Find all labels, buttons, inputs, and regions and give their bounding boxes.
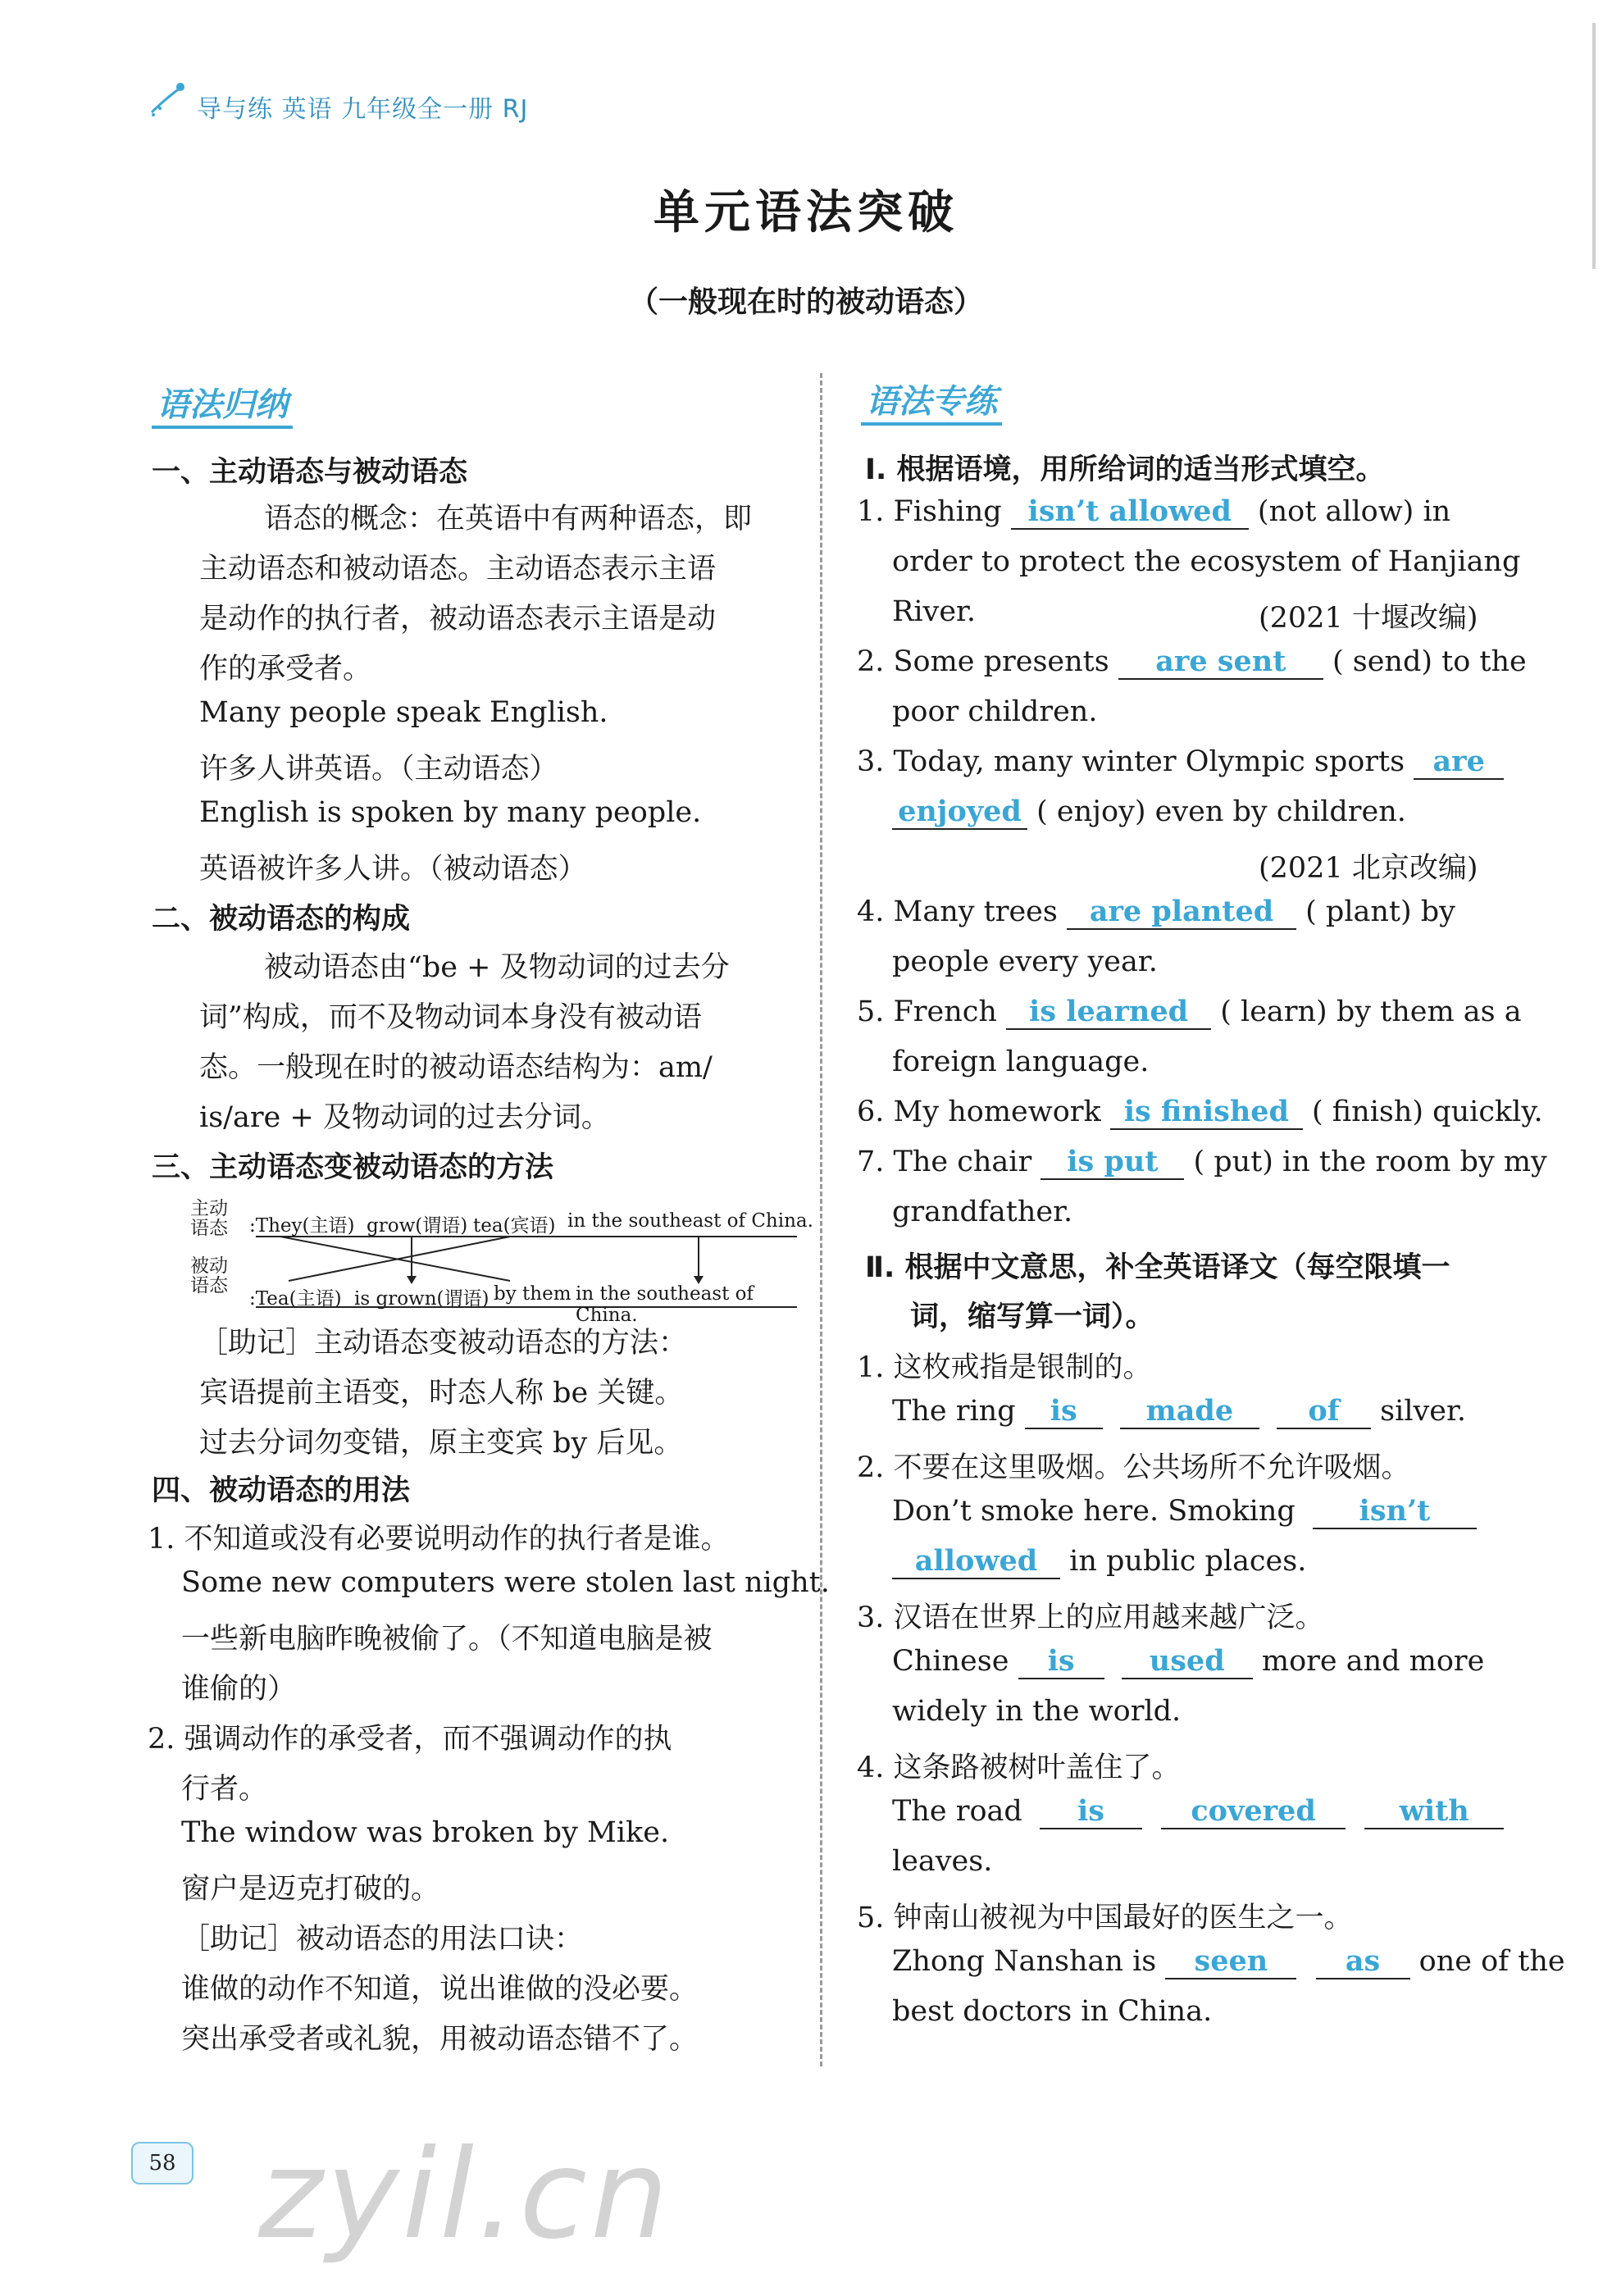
answer-blank[interactable]: is: [1025, 1395, 1103, 1429]
answer-blank[interactable]: of: [1277, 1395, 1371, 1429]
exercise-2-line: [857, 645, 1527, 680]
text-line: 作的承受者。: [199, 653, 372, 686]
heading-active-passive: 一、主动语态与被动语态: [152, 456, 468, 489]
part-ii-heading: Ⅱ. 根据中文意思，补全英语译文（每空限填一: [865, 1251, 1450, 1284]
passive-voice-label: [190, 1256, 228, 1296]
passive-adverbial: in the southeast of China.: [576, 1283, 754, 1326]
source-note: (2021 十堰改编): [1259, 602, 1478, 635]
mnemonic-line: 突出承受者或礼貌，用被动语态错不了。: [181, 2023, 699, 2056]
usage-line: 2. 强调动作的承受者，而不强调动作的执: [148, 1723, 672, 1756]
running-header: 导与练 英语 九年级全一册 RJ: [197, 95, 529, 124]
prompt-text: Zhong Nanshan is: [892, 1945, 1157, 1978]
exercise-5-line2: foreign language.: [892, 1046, 1150, 1078]
prompt-text: in public places.: [1069, 1545, 1307, 1578]
usage-line: 1. 不知道或没有必要说明动作的执行者是谁。: [148, 1523, 730, 1556]
answer-blank[interactable]: is: [1040, 1795, 1142, 1829]
answer-blank[interactable]: isn’t allowed: [1011, 495, 1249, 530]
passive-subject: :Tea(主语): [249, 1288, 342, 1310]
usage-line: The window was broken by Mike.: [181, 1816, 670, 1849]
exercise-6-line: [857, 1096, 1543, 1130]
translation-2-line2: [892, 1545, 1306, 1579]
usage-line: 一些新电脑昨晚被偷了。（不知道电脑是被: [181, 1623, 713, 1656]
prompt-text: Chinese: [892, 1645, 1009, 1678]
text-line: 是动作的执行者，被动语态表示主语是动: [199, 603, 717, 636]
answer-blank[interactable]: with: [1364, 1795, 1504, 1829]
voice-conversion-diagram: [190, 1198, 813, 1326]
part-i-heading: Ⅰ. 根据语境，用所给词的适当形式填空。: [865, 453, 1385, 486]
answer-blank[interactable]: isn’t: [1313, 1495, 1477, 1529]
watermark: zyil.cn: [258, 2124, 672, 2266]
usage-line: 窗户是迈克打破的。: [181, 1873, 440, 1906]
mnemonic-line: 过去分词勿变错，原主变宾 by 后见。: [199, 1427, 683, 1460]
active-verb: grow(谓语): [367, 1215, 468, 1237]
part-ii-heading-cont: 词，缩写算一词）。: [910, 1301, 1154, 1333]
answer-blank[interactable]: is learned: [1006, 995, 1211, 1030]
translation-3-cn: 3. 汉语在世界上的应用越来越广泛。: [857, 1601, 1324, 1634]
fairy-logo-icon: [143, 75, 193, 125]
prompt-text: 6. My homework: [857, 1096, 1101, 1128]
mnemonic-line: ［助记］被动语态的用法口诀：: [181, 1923, 584, 1956]
answer-blank[interactable]: are planted: [1067, 895, 1296, 930]
prompt-text: 5. French: [857, 995, 997, 1028]
translation-3-line2: widely in the world.: [892, 1695, 1182, 1728]
exercise-1-line3: River.: [892, 595, 977, 628]
prompt-text: ( send) to the: [1332, 645, 1527, 678]
column-divider: [820, 373, 822, 2066]
translation-4-line2: leaves.: [892, 1845, 993, 1878]
prompt-text: ( finish) quickly.: [1312, 1096, 1543, 1128]
example-line: English is spoken by many people.: [199, 796, 702, 829]
translation-4-line: [892, 1795, 1504, 1829]
answer-blank[interactable]: as: [1316, 1945, 1410, 1979]
source-note: (2021 北京改编): [1259, 852, 1478, 885]
text-line: 态。一般现在时的被动语态结构为：am/: [199, 1051, 713, 1084]
answer-blank[interactable]: covered: [1161, 1795, 1346, 1829]
prompt-text: Don’t smoke here. Smoking: [892, 1495, 1296, 1528]
text-line: is/are + 及物动词的过去分词。: [199, 1101, 610, 1134]
example-line: 许多人讲英语。（主动语态）: [199, 753, 558, 786]
prompt-text: ( plant) by: [1305, 895, 1455, 928]
active-object: tea(宾语): [473, 1215, 556, 1237]
prompt-text: 4. Many trees: [857, 895, 1058, 928]
mnemonic-line: 谁做的动作不知道，说出谁做的没必要。: [181, 1973, 699, 2006]
text-line: 语态的概念：在英语中有两种语态，即: [264, 503, 753, 535]
exercise-5-line: [857, 995, 1522, 1030]
usage-line: 谁偷的）: [181, 1673, 297, 1706]
translation-5-line2: best doctors in China.: [892, 1995, 1213, 2028]
prompt-text: 1. Fishing: [857, 495, 1002, 528]
translation-1-line: [892, 1395, 1466, 1429]
exercise-7-line2: grandfather.: [892, 1196, 1073, 1228]
active-adverbial: in the southeast of China.: [567, 1210, 813, 1232]
text-line: 词”构成，而不及物动词本身没有被动语: [199, 1001, 702, 1034]
text-line: 主动语态和被动语态。主动语态表示主语: [199, 553, 717, 585]
page-subtitle: （一般现在时的被动语态）: [628, 285, 983, 319]
label-line: 被动: [190, 1255, 228, 1277]
translation-4-cn: 4. 这条路被树叶盖住了。: [857, 1752, 1181, 1784]
answer-blank[interactable]: allowed: [892, 1545, 1060, 1579]
text-line: 被动语态由“be + 及物动词的过去分: [264, 951, 730, 984]
translation-2-cn: 2. 不要在这里吸烟。公共场所不允许吸烟。: [857, 1451, 1410, 1484]
prompt-text: one of the: [1418, 1945, 1565, 1978]
prompt-text: 7. The chair: [857, 1146, 1032, 1178]
heading-passive-usage: 四、被动语态的用法: [152, 1474, 411, 1507]
label-line: 语态: [190, 1275, 228, 1296]
section-tag-grammar-summary: 语法归纳: [152, 379, 293, 426]
prompt-text: The ring: [892, 1395, 1016, 1428]
prompt-text: (not allow) in: [1257, 495, 1451, 528]
answer-blank[interactable]: are sent: [1118, 645, 1323, 680]
usage-line: Some new computers were stolen last night.: [181, 1566, 830, 1599]
exercise-2-line2: poor children.: [892, 695, 1098, 728]
active-subject: :They(主语): [249, 1215, 355, 1237]
mnemonic-line: 宾语提前主语变，时态人称 be 关键。: [199, 1377, 684, 1410]
prompt-text: 2. Some presents: [857, 645, 1109, 678]
prompt-text: The road: [892, 1795, 1022, 1828]
prompt-text: more and more: [1261, 1645, 1485, 1678]
section-tag-grammar-practice: 语法专练: [861, 376, 1002, 422]
passive-verb: is grown(谓语): [354, 1288, 490, 1310]
heading-conversion-method: 三、主动语态变被动语态的方法: [152, 1151, 554, 1184]
passive-agent: by them: [494, 1283, 571, 1305]
page-number: 58: [131, 2142, 194, 2184]
exercise-4-line: [857, 895, 1455, 930]
exercise-3-line2: [892, 795, 1406, 830]
heading-passive-structure: 二、被动语态的构成: [152, 903, 411, 936]
answer-blank[interactable]: used: [1122, 1645, 1253, 1679]
label-line: 语态: [190, 1218, 228, 1239]
exercise-3-line: [857, 745, 1504, 780]
translation-5-line: [892, 1945, 1565, 1979]
answer-blank[interactable]: are: [1414, 745, 1504, 780]
exercise-1-line2: order to protect the ecosystem of Hanjiang: [892, 545, 1521, 578]
answer-blank[interactable]: seen: [1165, 1945, 1296, 1979]
translation-2-line: [892, 1495, 1477, 1529]
answer-blank[interactable]: enjoyed: [892, 795, 1027, 830]
label-line: 主动: [190, 1198, 228, 1219]
exercise-4-line2: people every year.: [892, 945, 1158, 978]
translation-5-cn: 5. 钟南山被视为中国最好的医生之一。: [857, 1902, 1353, 1934]
translation-1-cn: 1. 这枚戒指是银制的。: [857, 1351, 1152, 1384]
answer-blank[interactable]: is: [1018, 1645, 1104, 1679]
answer-blank[interactable]: is finished: [1110, 1096, 1303, 1130]
page-title: 单元语法突破: [653, 186, 959, 239]
prompt-text: ( put) in the room by my: [1193, 1146, 1547, 1178]
exercise-7-line: [857, 1146, 1547, 1180]
prompt-text: ( learn) by them as a: [1220, 995, 1522, 1028]
prompt-text: 3. Today, many winter Olympic sports: [857, 745, 1405, 778]
prompt-text: silver.: [1380, 1395, 1467, 1428]
translation-3-line: [892, 1645, 1484, 1679]
answer-blank[interactable]: made: [1120, 1395, 1259, 1429]
example-line: 英语被许多人讲。（被动语态）: [199, 853, 587, 886]
answer-blank[interactable]: is put: [1041, 1146, 1184, 1180]
mnemonic-line: ［助记］主动语态变被动语态的方法：: [199, 1327, 688, 1360]
usage-line: 行者。: [181, 1773, 268, 1806]
exercise-1-line: [857, 495, 1450, 530]
prompt-text: ( enjoy) even by children.: [1036, 795, 1406, 828]
example-line: Many people speak English.: [199, 696, 608, 729]
